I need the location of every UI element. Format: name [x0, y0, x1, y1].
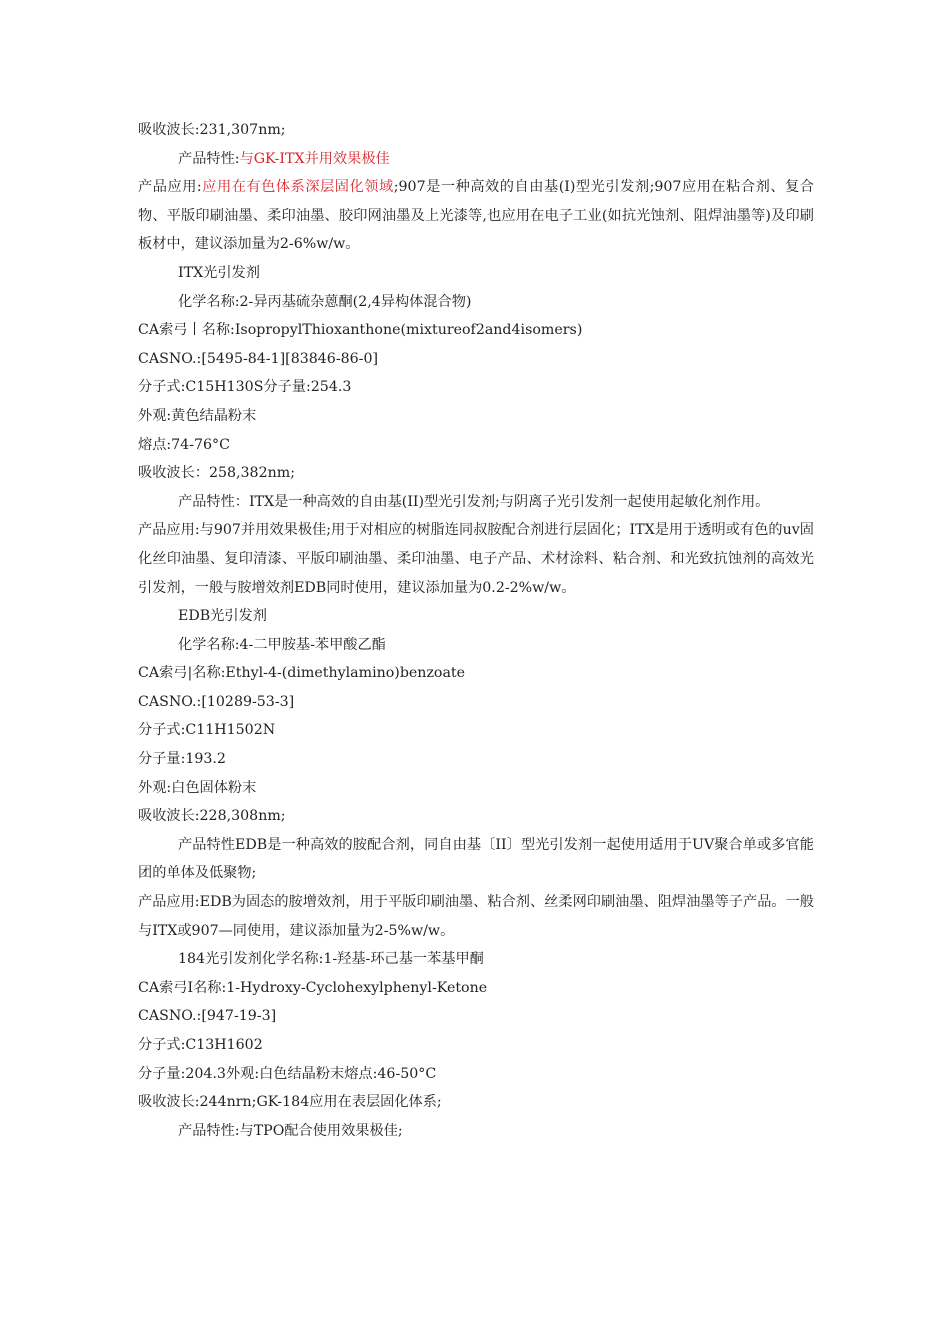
molecular-weight-184: 分子量:204.3外观:白色结晶粉末熔点:46-50°C — [138, 1065, 437, 1082]
cas-number-itx: CASNO.:[5495-84-1][83846-86-0] — [138, 350, 379, 367]
molecular-formula-edb: 分子式:C11H1502N — [138, 722, 276, 739]
ca-index-name-edb: CA索弓|名称:Ethyl-4-(dimethylamino)benzoate — [138, 665, 466, 682]
molecular-formula-itx: 分子式:C15H130S分子量:254.3 — [138, 379, 352, 396]
chemical-name-edb: 化学名称:4-二甲胺基-苯甲酸乙酯 — [178, 636, 386, 653]
product-application-highlight: 应用在有色体系深层固化领域 — [201, 179, 394, 196]
product-application-text: ;907是一种高效的自由基(I)型光引发剂;907应用在粘合剂、复合物、平版印刷油墨、柔印油墨、胶印网油墨及上光漆等,也应用在电子工业(如抗光蚀剂、阻焊油墨等)及印刷板材中，建议添加量为2-6%w/w。 — [138, 179, 814, 253]
section-heading-184: 184光引发剂化学名称:1-羟基-环己基一苯基甲酮 — [178, 951, 484, 968]
document-body — [138, 116, 814, 1145]
molecular-weight-edb: 分子量:193.2 — [138, 751, 226, 768]
absorption-wavelength-907: 吸收波长:231,307nm; — [138, 122, 286, 138]
product-feature-184: 产品特性:与TPO配合使用效果极佳; — [178, 1122, 403, 1139]
section-heading-itx: ITX光引发剂 — [178, 264, 260, 281]
product-application-907 — [138, 173, 814, 259]
product-application-itx: 产品应用:与907并用效果极佳;用于对相应的树脂连同叔胺配合剂进行层固化；ITX是用于透明或有色的uv固化丝印油墨、复印清漆、平版印刷油墨、柔印油墨、电子产品、术材涂料、粘合剂、和光致抗蚀剂的高效光引发剂，一般与胺增效剂EDB同时使用，建议添加量为0.2-2%w/w。 — [138, 522, 814, 596]
product-application-label: 产品应用: — [138, 179, 202, 196]
product-application-edb: 产品应用:EDB为固态的胺增效剂，用于平版印刷油墨、粘合剂、丝柔网印刷油墨、阻焊油墨等子产品。一般与ITX或907—同使用，建议添加量为2-5%w/w。 — [138, 894, 814, 939]
absorption-wavelength-edb: 吸收波长:228,308nm; — [138, 808, 286, 825]
absorption-wavelength-itx: 吸收波长：258,382nm; — [138, 465, 295, 482]
absorption-wavelength-184: 吸收波长:244nrn;GK-184应用在表层固化体系; — [138, 1094, 442, 1111]
chemical-name-itx: 化学名称:2-异丙基硫杂蒽酮(2,4异构体混合物) — [178, 293, 472, 310]
appearance-edb: 外观:白色固体粉末 — [138, 779, 257, 796]
product-feature-edb: 产品特性EDB是一种高效的胺配合剂，同自由基〔II〕型光引发剂一起使用适用于UV聚合单或多官能团的单体及低聚物; — [138, 836, 814, 882]
product-feature-label: 产品特性: — [178, 150, 240, 167]
melting-point-itx: 熔点:74-76°C — [138, 436, 231, 453]
appearance-itx: 外观:黄色结晶粉末 — [138, 407, 257, 424]
cas-number-184: CASNO.:[947-19-3] — [138, 1008, 277, 1025]
ca-index-name-184: CA索弓I名称:1-Hydroxy-Cyclohexylphenyl-Ketone — [138, 979, 488, 996]
cas-number-edb: CASNO.:[10289-53-3] — [138, 693, 295, 710]
section-heading-edb: EDB光引发剂 — [178, 608, 267, 625]
ca-index-name-itx: CA索弓丨名称:IsopropylThioxanthone(mixtureof2and4isomers) — [138, 322, 583, 339]
product-feature-itx: 产品特性：ITX是一种高效的自由基(II)型光引发剂;与阴离子光引发剂一起使用起敏化剂作用。 — [178, 493, 770, 510]
molecular-formula-184: 分子式:C13H1602 — [138, 1037, 263, 1053]
product-feature-highlight: 与GK-ITX并用效果极佳 — [239, 150, 390, 167]
product-feature-907 — [138, 145, 814, 174]
